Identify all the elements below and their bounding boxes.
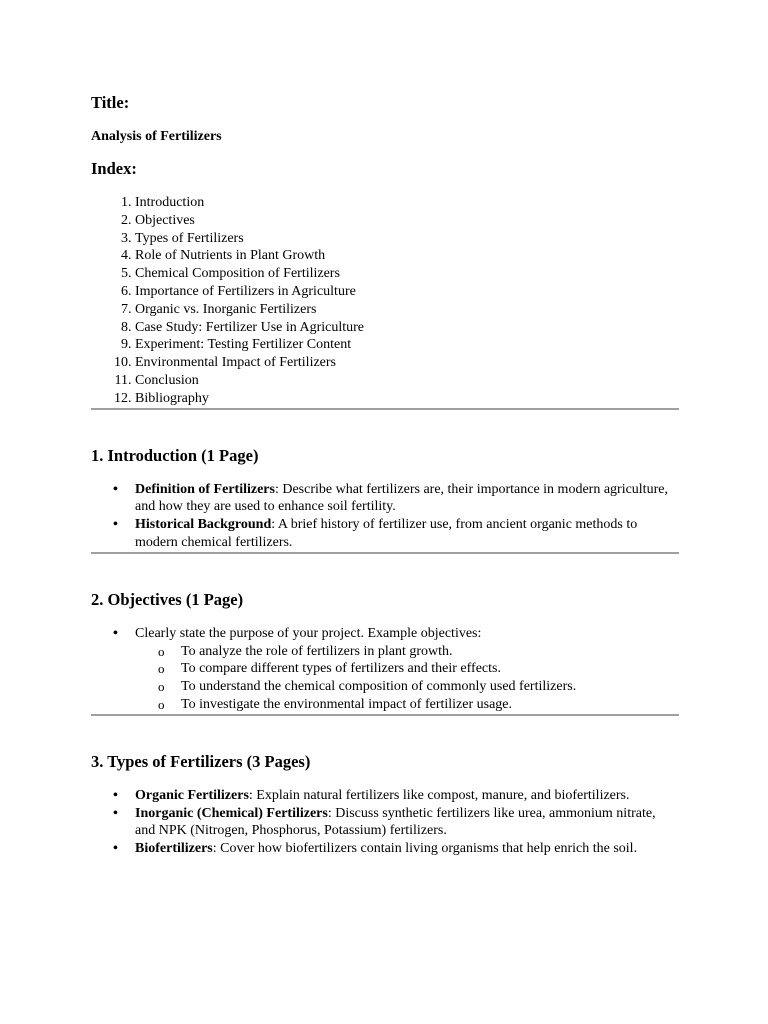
description: : Explain natural fertilizers like compost, manure, and biofertilizers.: [248, 787, 630, 803]
list-item: [135, 516, 679, 552]
index-heading: Index:: [91, 159, 137, 178]
index-item: 8. Case Study: Fertilizer Use in Agriculture: [135, 319, 679, 337]
list-item: [135, 481, 679, 517]
list-item: [135, 787, 679, 805]
index-item: 11. Conclusion: [135, 372, 679, 390]
term: Inorganic (Chemical) Fertilizers: [135, 805, 328, 821]
horizontal-divider: [91, 408, 679, 410]
term: Organic Fertilizers: [135, 787, 249, 803]
title-heading: Title:: [91, 93, 130, 112]
description: : Discuss synthetic fertilizers like urea, ammonium nitrate, and NPK (Nitrogen, Phosphorus, Potassium) fertilizers.: [135, 805, 656, 839]
list-item: [135, 840, 679, 858]
objectives-list: [91, 625, 679, 714]
section-heading-objectives: 2. Objectives (1 Page): [91, 589, 244, 609]
index-item: 12. Bibliography: [135, 390, 679, 408]
index-item: 2. Objectives: [135, 212, 679, 230]
types-list: [91, 787, 679, 858]
index-item: 3. Types of Fertilizers: [135, 230, 679, 248]
term: Definition of Fertilizers: [135, 481, 275, 497]
index-list: [91, 194, 679, 408]
index-item: 1. Introduction: [135, 194, 679, 212]
document-title: Analysis of Fertilizers: [91, 129, 222, 144]
index-item: 10. Environmental Impact of Fertilizers: [135, 354, 679, 372]
horizontal-divider: [91, 552, 679, 554]
list-item: [135, 625, 679, 714]
section-heading-introduction: 1. Introduction (1 Page): [91, 445, 259, 465]
sub-list-item: o To analyze the role of fertilizers in plant growth.: [181, 643, 679, 661]
section-heading-types: 3. Types of Fertilizers (3 Pages): [91, 751, 311, 771]
sub-list-item: o To understand the chemical composition of commonly used fertilizers.: [181, 678, 679, 696]
index-item: 4. Role of Nutrients in Plant Growth: [135, 247, 679, 265]
term: Biofertilizers: [135, 841, 213, 857]
document-body: [91, 92, 679, 858]
horizontal-divider: [91, 714, 679, 716]
description: : Describe what fertilizers are, their importance in modern agriculture, and how they are used to enhance soil fertility.: [135, 481, 668, 515]
index-item: 5. Chemical Composition of Fertilizers: [135, 265, 679, 283]
term: Historical Background: [135, 517, 272, 533]
objectives-lead: Clearly state the purpose of your project. Example objectives:: [135, 625, 482, 641]
index-item: 9. Experiment: Testing Fertilizer Content: [135, 336, 679, 354]
sub-list-item: o To investigate the environmental impact of fertilizer usage.: [181, 696, 679, 714]
index-item: 6. Importance of Fertilizers in Agriculture: [135, 283, 679, 301]
list-item: [135, 805, 679, 841]
index-item: 7. Organic vs. Inorganic Fertilizers: [135, 301, 679, 319]
introduction-list: [91, 481, 679, 552]
sub-list-item: o To compare different types of fertilizers and their effects.: [181, 660, 679, 678]
description: : Cover how biofertilizers contain living organisms that help enrich the soil.: [212, 841, 638, 857]
objectives-sublist: [135, 643, 679, 714]
description: : A brief history of fertilizer use, from ancient organic methods to modern chemical fertilizers.: [135, 517, 638, 550]
